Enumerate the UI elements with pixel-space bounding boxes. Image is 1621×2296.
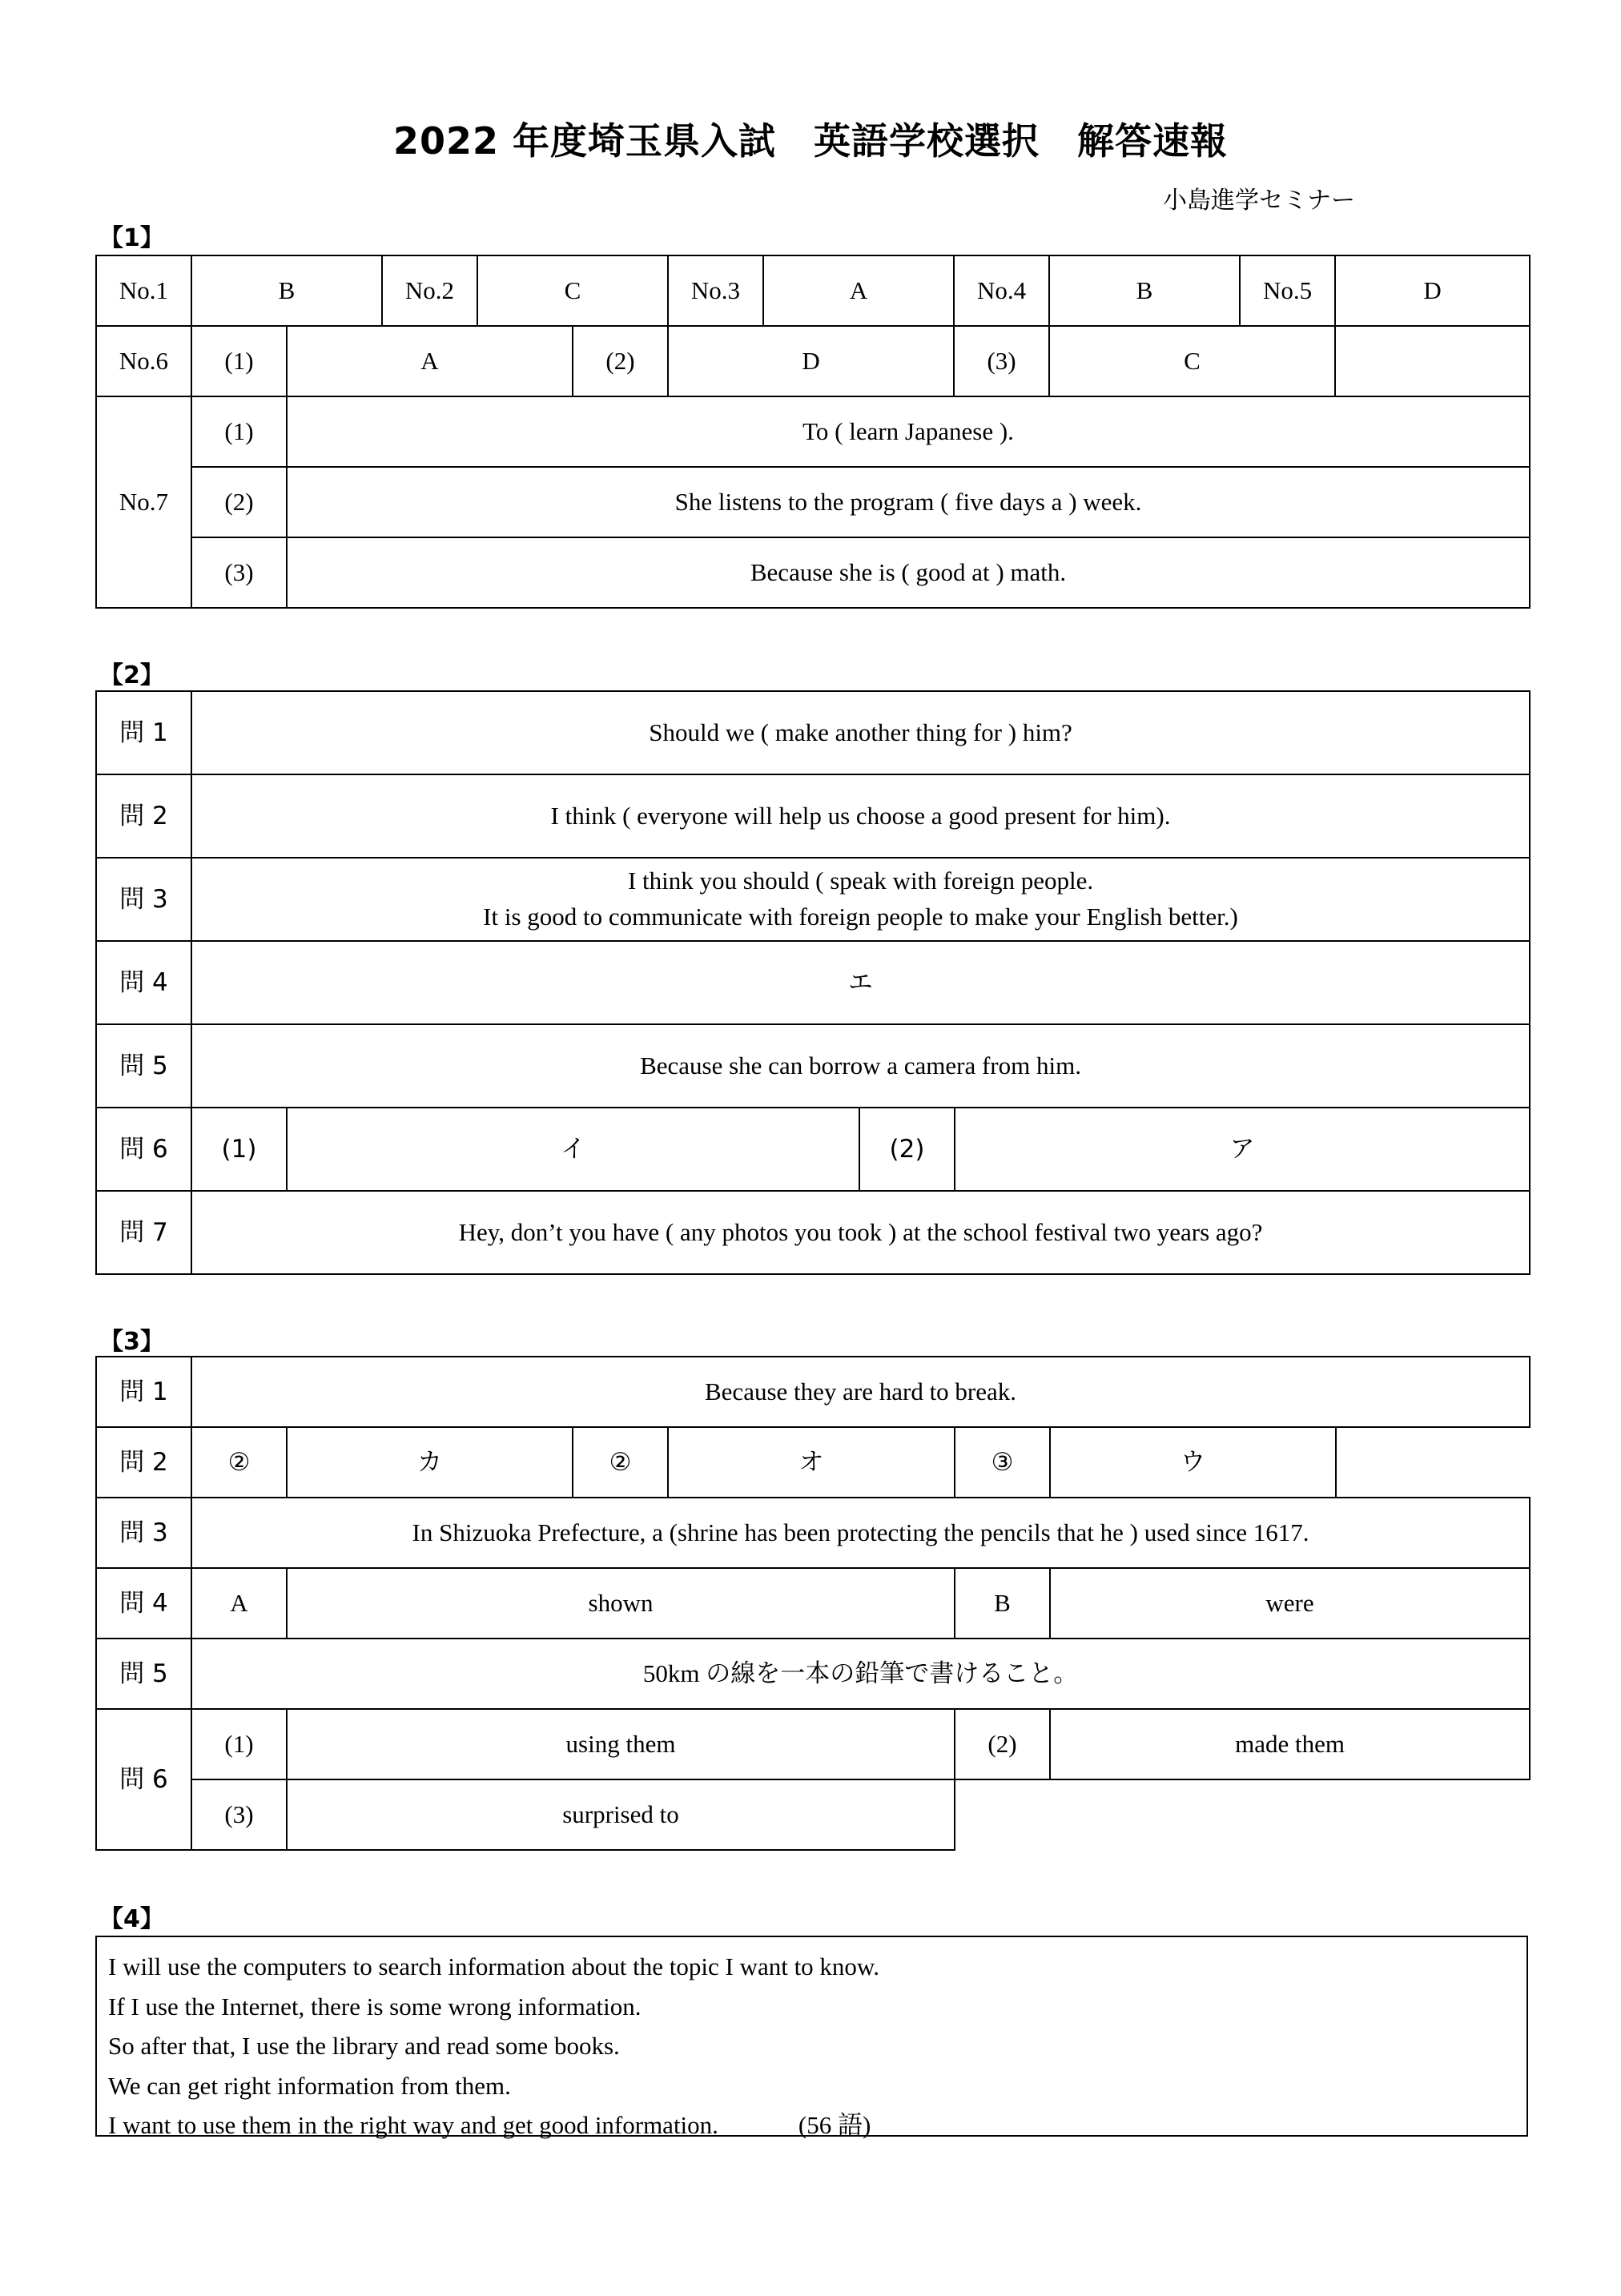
essay-line-3: So after that, I use the library and read some books. — [108, 2032, 620, 2060]
answer-no2: C — [477, 255, 668, 326]
q2-3: 問 3 — [96, 858, 191, 941]
q3-6-answer-2: made them — [1050, 1709, 1530, 1779]
q2-6: 問 6 — [96, 1108, 191, 1191]
q3-6: 問 6 — [96, 1709, 191, 1850]
q3-6-sub-1: (1) — [191, 1709, 287, 1779]
q3-6-answer-1: using them — [287, 1709, 955, 1779]
organization-name: 小島進学セミナー — [1163, 187, 1355, 215]
q3-4-sub-b: B — [955, 1568, 1050, 1639]
answer-no5: D — [1335, 255, 1530, 326]
q3-2-sub-1: ② — [191, 1427, 287, 1498]
q2-5: 問 5 — [96, 1024, 191, 1108]
q2-7: 問 7 — [96, 1191, 191, 1274]
essay-line-5-text: I want to use them in the right way and get good information. — [108, 2111, 718, 2139]
page-title: 2022 年度埼玉県入試 英語学校選択 解答速報 — [392, 119, 1229, 163]
q-no2: No.2 — [382, 255, 477, 326]
no6-answer-3: C — [1049, 326, 1335, 396]
section-4-label: 【4】 — [99, 1905, 164, 1933]
q-no4: No.4 — [954, 255, 1049, 326]
q2-4-answer: エ — [191, 941, 1530, 1024]
q2-2-answer: I think ( everyone will help us choose a good present for him). — [191, 774, 1530, 858]
q-no1: No.1 — [96, 255, 191, 326]
q3-4: 問 4 — [96, 1568, 191, 1639]
no6-empty-cell — [1335, 326, 1530, 396]
q-no3: No.3 — [668, 255, 763, 326]
no7-answer-1: To ( learn Japanese ). — [287, 396, 1530, 467]
no6-answer-2: D — [668, 326, 954, 396]
q2-7-answer: Hey, don’t you have ( any photos you took ) at the school festival two years ago? — [191, 1191, 1530, 1274]
q3-2-sub-3: ③ — [955, 1427, 1050, 1498]
essay-answer-box — [95, 1936, 1528, 2137]
q2-3-answer-line-2: It is good to communicate with foreign people to make your English better.) — [483, 903, 1238, 931]
no6-sub-1: (1) — [191, 326, 287, 396]
q3-4-sub-a: A — [191, 1568, 287, 1639]
q3-4-answer-a: shown — [287, 1568, 955, 1639]
section-2-label: 【2】 — [99, 661, 164, 690]
q-no7: No.7 — [96, 396, 191, 608]
q3-3-answer: In Shizuoka Prefecture, a (shrine has been protecting the pencils that he ) used since 1617. — [191, 1498, 1530, 1568]
essay-line-4: We can get right information from them. — [108, 2071, 511, 2100]
q3-4-answer-b: were — [1050, 1568, 1530, 1639]
q3-3: 問 3 — [96, 1498, 191, 1568]
q3-2-answer-2: オ — [668, 1427, 955, 1498]
no6-answer-1: A — [287, 326, 573, 396]
section-3-table — [95, 1356, 1530, 1851]
no7-sub-1: (1) — [191, 396, 287, 467]
no7-answer-2: She listens to the program ( five days a ) week. — [287, 467, 1530, 537]
q3-2-answer-1: カ — [287, 1427, 573, 1498]
q3-5: 問 5 — [96, 1639, 191, 1709]
q3-2-answer-3: ウ — [1050, 1427, 1336, 1498]
q-no6: No.6 — [96, 326, 191, 396]
q-no5: No.5 — [1240, 255, 1335, 326]
no6-sub-3: (3) — [954, 326, 1049, 396]
q3-6-empty-cell — [955, 1779, 1530, 1850]
essay-line-1: I will use the computers to search information about the topic I want to know. — [108, 1952, 880, 1980]
answer-no3: A — [763, 255, 954, 326]
q2-4: 問 4 — [96, 941, 191, 1024]
answer-no4: B — [1049, 255, 1240, 326]
section-1-table — [95, 255, 1530, 609]
no7-answer-3: Because she is ( good at ) math. — [287, 537, 1530, 608]
word-count: (56 語) — [798, 2111, 871, 2139]
q3-2: 問 2 — [96, 1427, 191, 1498]
q2-2: 問 2 — [96, 774, 191, 858]
q2-3-answer-line-1: I think you should ( speak with foreign people. — [627, 867, 1094, 895]
q2-6-sub-1: (1) — [191, 1108, 287, 1191]
q2-6-sub-2: (2) — [859, 1108, 955, 1191]
q2-6-answer-2: ア — [955, 1108, 1530, 1191]
section-1-label: 【1】 — [99, 224, 164, 252]
q2-3-answer — [191, 858, 1530, 941]
q3-6-answer-3: surprised to — [287, 1779, 955, 1850]
q3-6-sub-2: (2) — [955, 1709, 1050, 1779]
no6-sub-2: (2) — [573, 326, 668, 396]
answer-no1: B — [191, 255, 382, 326]
no7-sub-2: (2) — [191, 467, 287, 537]
q3-6-sub-3: (3) — [191, 1779, 287, 1850]
q3-1-answer: Because they are hard to break. — [191, 1357, 1530, 1427]
essay-line-5 — [108, 2105, 1515, 2145]
q3-2-empty-cell — [1336, 1427, 1530, 1498]
q2-1: 問 1 — [96, 691, 191, 774]
section-3-label: 【3】 — [99, 1328, 164, 1356]
q3-5-answer: 50km の線を一本の鉛筆で書けること。 — [191, 1639, 1530, 1709]
q3-1: 問 1 — [96, 1357, 191, 1427]
section-2-table — [95, 690, 1530, 1275]
q2-5-answer: Because she can borrow a camera from him. — [191, 1024, 1530, 1108]
q2-1-answer: Should we ( make another thing for ) him? — [191, 691, 1530, 774]
q3-2-sub-2: ② — [573, 1427, 668, 1498]
q2-6-answer-1: イ — [287, 1108, 859, 1191]
no7-sub-3: (3) — [191, 537, 287, 608]
essay-line-2: If I use the Internet, there is some wrong information. — [108, 1992, 642, 2021]
